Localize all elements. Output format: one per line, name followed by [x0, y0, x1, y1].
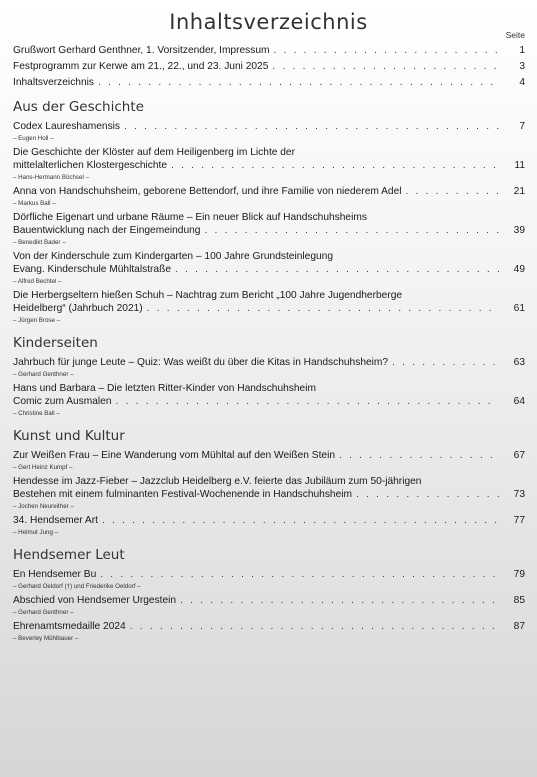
toc-entry[interactable]	[13, 44, 525, 57]
toc-page-number: 79	[513, 569, 525, 580]
toc-entry[interactable]	[13, 449, 525, 472]
dot-leader	[180, 594, 499, 607]
toc-entry-line	[13, 224, 525, 237]
toc-page-number: 67	[513, 450, 525, 461]
dot-leader	[392, 356, 499, 369]
toc-entry[interactable]	[13, 620, 525, 643]
toc-page-number: 61	[513, 303, 525, 314]
toc-page-number: 21	[513, 186, 525, 197]
toc-entry-line	[13, 250, 525, 263]
toc-page-number: 1	[519, 45, 525, 56]
toc-entry-line	[13, 356, 525, 369]
dot-leader	[356, 488, 499, 501]
toc-entry-line	[13, 488, 525, 501]
dot-leader	[274, 44, 500, 57]
toc-entry[interactable]	[13, 250, 525, 286]
dot-leader	[98, 76, 499, 89]
toc-entry-author: – Helmut Jung –	[13, 529, 59, 536]
toc-entry-line	[13, 263, 525, 276]
toc-entry-author: – Jürgen Brose –	[13, 317, 61, 324]
toc-page-number: 7	[519, 121, 525, 132]
toc-entry-line	[13, 302, 525, 315]
toc-entry-line	[13, 475, 525, 488]
toc-page-number: 4	[519, 77, 525, 88]
toc-entry-line	[13, 159, 525, 172]
toc-entry-author: – Christine Ball –	[13, 410, 60, 417]
toc-entry-line	[13, 594, 525, 607]
toc-entry-line	[13, 620, 525, 633]
toc-entry[interactable]	[13, 146, 525, 182]
toc-entry-author: – Gerhard Genthner –	[13, 609, 74, 616]
toc-entry[interactable]	[13, 382, 525, 418]
toc-entry-line	[13, 185, 525, 198]
toc-entry-author: – Beverley Mühlbauer –	[13, 635, 79, 642]
toc-entry-author: – Hans-Hermann Büchsel –	[13, 174, 90, 181]
toc-entry[interactable]	[13, 514, 525, 537]
dot-leader	[175, 263, 499, 276]
section-heading: Hendsemer Leut	[13, 547, 125, 563]
toc-entry[interactable]	[13, 60, 525, 73]
toc-entry-title: Codex Laureshamensis	[13, 121, 121, 132]
dot-leader	[339, 449, 499, 462]
toc-page-number: 64	[513, 396, 525, 407]
toc-entry-title: Evang. Kinderschule Mühltalstraße	[13, 264, 171, 275]
toc-page-number: 49	[513, 264, 525, 275]
toc-page-number: 77	[513, 515, 525, 526]
toc-list	[13, 44, 525, 646]
toc-entry-title: Anna von Handschuhsheim, geborene Bettendorf, und ihre Familie von niederem Adel	[13, 186, 402, 197]
toc-page-number: 73	[513, 489, 525, 500]
toc-entry-title: Bestehen mit einem fulminanten Festival-Wochenende in Handschuhsheim	[13, 489, 353, 500]
toc-entry-line	[13, 289, 525, 302]
toc-entry-title: Comic zum Ausmalen	[13, 396, 112, 407]
toc-entry[interactable]	[13, 594, 525, 617]
dot-leader	[124, 120, 499, 133]
dot-leader	[204, 224, 499, 237]
toc-entry-title: Ehrenamtsmedaille 2024	[13, 621, 126, 632]
toc-entry-title: Hendesse im Jazz-Fieber – Jazzclub Heidelberg e.V. feierte das Jubiläum zum 50-jährigen	[13, 476, 422, 487]
toc-entry-line	[13, 44, 525, 57]
toc-entry-title: Die Herbergseltern hießen Schuh – Nachtrag zum Bericht „100 Jahre Jugendherberge	[13, 290, 403, 301]
toc-page-number: 11	[514, 160, 525, 171]
toc-entry[interactable]	[13, 475, 525, 511]
toc-entry-line	[13, 60, 525, 73]
toc-entry-line	[13, 146, 525, 159]
toc-entry[interactable]	[13, 289, 525, 325]
toc-entry[interactable]	[13, 356, 525, 379]
dot-leader	[272, 60, 499, 73]
toc-entry[interactable]	[13, 120, 525, 143]
toc-entry-author: – Jochen Neureither –	[13, 503, 74, 510]
toc-entry-title: Heidelberg“ (Jahrbuch 2021)	[13, 303, 143, 314]
toc-page-number: 85	[513, 595, 525, 606]
toc-entry-title: Von der Kinderschule zum Kindergarten – 100 Jahre Grundsteinlegung	[13, 251, 333, 262]
toc-entry-title: Hans und Barbara – Die letzten Ritter-Kinder von Handschuhsheim	[13, 383, 316, 394]
section-heading: Kunst und Kultur	[13, 428, 125, 444]
toc-entry-title: Die Geschichte der Klöster auf dem Heiligenberg im Lichte der	[13, 147, 295, 158]
toc-entry-title: Dörfliche Eigenart und urbane Räume – Ein neuer Blick auf Handschuhsheims	[13, 212, 367, 223]
toc-entry-author: – Gert Heinz Kumpf –	[13, 464, 73, 471]
page-title: Inhaltsverzeichnis	[169, 10, 368, 34]
toc-page-number: 87	[513, 621, 525, 632]
toc-entry-author: – Markus Ball –	[13, 200, 56, 207]
dot-leader	[171, 159, 499, 172]
toc-entry[interactable]	[13, 568, 525, 591]
toc-entry-title: Festprogramm zur Kerwe am 21., 22., und 23. Juni 2025	[13, 61, 269, 72]
toc-entry-line	[13, 211, 525, 224]
toc-entry-title: Abschied von Hendsemer Urgestein	[13, 595, 177, 606]
toc-entry-title: Inhaltsverzeichnis	[13, 77, 94, 88]
toc-page-number: 39	[513, 225, 525, 236]
page-column-label: Seite	[505, 30, 525, 40]
dot-leader	[100, 568, 499, 581]
toc-entry[interactable]	[13, 76, 525, 89]
toc-entry-line	[13, 382, 525, 395]
toc-entry[interactable]	[13, 185, 525, 208]
toc-entry-line	[13, 514, 525, 527]
toc-entry-author: – Benedikt Bader –	[13, 239, 66, 246]
dot-leader	[406, 185, 500, 198]
dot-leader	[147, 302, 499, 315]
toc-entry-title: Zur Weißen Frau – Eine Wanderung vom Mühltal auf den Weißen Stein	[13, 450, 336, 461]
toc-page-number: 3	[519, 61, 525, 72]
toc-page-number: 63	[513, 357, 525, 368]
toc-entry-author: – Gerhard Genthner –	[13, 371, 74, 378]
toc-entry-line	[13, 449, 525, 462]
toc-entry-title: Jahrbuch für junge Leute – Quiz: Was weißt du über die Kitas in Handschuhsheim?	[13, 357, 389, 368]
toc-entry-title: En Hendsemer Bu	[13, 569, 97, 580]
section-heading: Aus der Geschichte	[13, 99, 144, 115]
toc-entry-line	[13, 568, 525, 581]
toc-entry[interactable]	[13, 211, 525, 247]
toc-entry-title: Bauentwicklung nach der Eingemeindung	[13, 225, 201, 236]
toc-entry-title: mittelalterlichen Klostergeschichte	[13, 160, 168, 171]
toc-entry-author: – Alfred Bechtel –	[13, 278, 62, 285]
toc-entry-line	[13, 395, 525, 408]
toc-entry-line	[13, 76, 525, 89]
toc-entry-title: 34. Hendsemer Art	[13, 515, 98, 526]
dot-leader	[102, 514, 499, 527]
section-heading: Kinderseiten	[13, 335, 98, 351]
toc-entry-author: – Eugen Holl –	[13, 135, 54, 142]
dot-leader	[130, 620, 499, 633]
toc-entry-title: Grußwort Gerhard Genthner, 1. Vorsitzender, Impressum	[13, 45, 270, 56]
toc-entry-line	[13, 120, 525, 133]
toc-entry-author: – Gerhard Oeldorf (†) und Friederike Oeldorf –	[13, 583, 141, 590]
dot-leader	[116, 395, 499, 408]
